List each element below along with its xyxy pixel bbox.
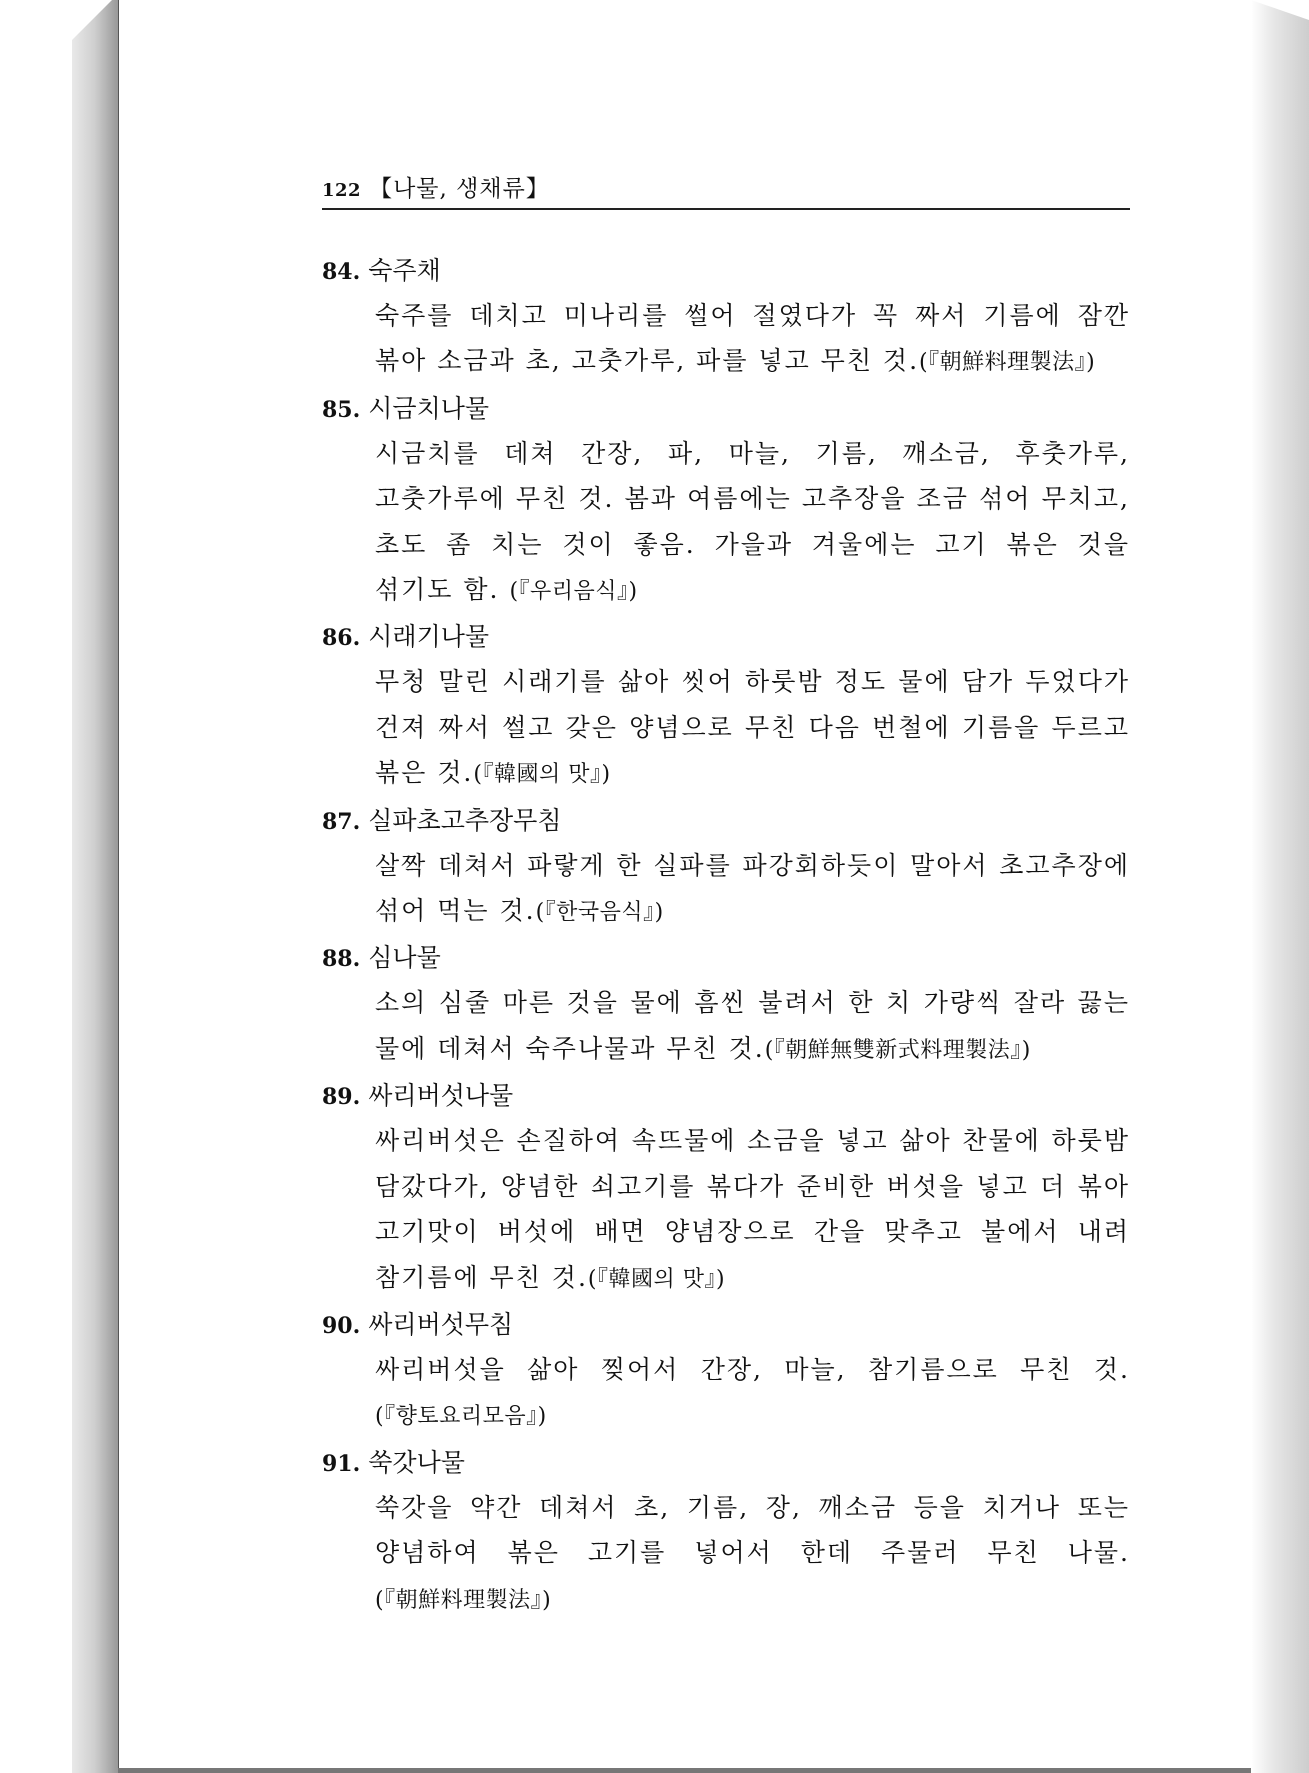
entry-text bbox=[322, 1118, 1130, 1302]
entry bbox=[322, 248, 1130, 386]
entry-source: (『朝鮮無雙新式料理製法』) bbox=[764, 1037, 1031, 1063]
entry-heading bbox=[322, 386, 1130, 431]
entry bbox=[322, 1302, 1130, 1440]
running-header bbox=[322, 170, 1130, 210]
section-title: 【나물, 생채류】 bbox=[369, 176, 550, 202]
entry-heading bbox=[322, 935, 1130, 980]
entry-title: 시래기나물 bbox=[368, 622, 490, 652]
entry-description: 무청 말린 시래기를 삶아 씻어 하룻밤 정도 물에 담가 두었다가 건져 짜서 썰고 갖은 양념으로 무친 다음 번철에 기름을 두르고 볶은 것. bbox=[375, 667, 1130, 788]
entry-heading bbox=[322, 798, 1130, 843]
entry-source: (『우리음식』) bbox=[509, 579, 638, 605]
page-edge-shadow-left bbox=[72, 0, 122, 1773]
entry-title: 실파초고추장무침 bbox=[368, 805, 562, 835]
entry-source: (『韓國의 맛』) bbox=[587, 1266, 726, 1292]
entry-text bbox=[322, 980, 1130, 1073]
entry-number: 89. bbox=[322, 1084, 361, 1111]
page-edge-shadow-right bbox=[1251, 0, 1309, 1773]
entry-description: 소의 심줄 마른 것을 물에 흠씬 불려서 한 치 가량씩 잘라 끓는 물에 데쳐서 숙주나물과 무친 것. bbox=[375, 988, 1130, 1063]
entry-description: 시금치를 데쳐 간장, 파, 마늘, 기름, 깨소금, 후춧가루, 고춧가루에 무친 것. 봄과 여름에는 고추장을 조금 섞어 무치고, 초도 좀 치는 것이 좋음. 가을과 겨울에는 고기 볶은 것을 섞기도 함. bbox=[375, 438, 1130, 605]
entry bbox=[322, 1073, 1130, 1302]
entry-number: 85. bbox=[322, 396, 361, 423]
entry-text bbox=[322, 843, 1130, 936]
entry-text bbox=[322, 1485, 1130, 1623]
entry-number: 86. bbox=[322, 625, 361, 652]
entry-list bbox=[322, 248, 1130, 1623]
entry-title: 쑥갓나물 bbox=[368, 1447, 465, 1477]
entry-number: 90. bbox=[322, 1312, 361, 1339]
entry-source: (『한국음식』) bbox=[535, 900, 664, 926]
entry-description: 숙주를 데치고 미나리를 썰어 절였다가 꼭 짜서 기름에 잠깐 볶아 소금과 초, 고춧가루, 파를 넣고 무친 것. bbox=[375, 301, 1130, 376]
entry-text bbox=[322, 1347, 1130, 1440]
entry-source: (『朝鮮料理製法』) bbox=[375, 1587, 552, 1613]
entry-heading bbox=[322, 1302, 1130, 1347]
page-corner-right bbox=[1251, 0, 1309, 20]
entry-text bbox=[322, 431, 1130, 615]
entry-source: (『韓國의 맛』) bbox=[473, 762, 611, 788]
entry-text bbox=[322, 293, 1130, 386]
entry-heading bbox=[322, 614, 1130, 659]
entry bbox=[322, 935, 1130, 1073]
entry-title: 심나물 bbox=[368, 943, 441, 973]
entry-heading bbox=[322, 1440, 1130, 1485]
entry-source: (『朝鮮料理製法』) bbox=[919, 350, 1096, 376]
entry-description: 싸리버섯을 삶아 찢어서 간장, 마늘, 참기름으로 무친 것. bbox=[375, 1354, 1130, 1384]
entry-description: 쑥갓을 약간 데쳐서 초, 기름, 장, 깨소금 등을 치거나 또는 양념하여 볶은 고기를 넣어서 한데 주물러 무친 나물. bbox=[375, 1492, 1130, 1568]
entry bbox=[322, 798, 1130, 936]
entry-heading bbox=[322, 248, 1130, 293]
entry bbox=[322, 614, 1130, 797]
page-bottom-edge bbox=[118, 1768, 1251, 1773]
entry-description: 살짝 데쳐서 파랗게 한 실파를 파강회하듯이 말아서 초고추장에 섞어 먹는 것. bbox=[375, 850, 1130, 926]
entry-title: 숙주채 bbox=[368, 256, 441, 285]
entry-title: 싸리버섯무침 bbox=[368, 1309, 514, 1339]
entry-number: 88. bbox=[322, 946, 361, 973]
entry-heading bbox=[322, 1073, 1130, 1118]
page-corner-left bbox=[72, 0, 112, 40]
entry-title: 시금치나물 bbox=[368, 393, 490, 423]
entry-source: (『향토요리모음』) bbox=[375, 1404, 547, 1430]
entry-description: 싸리버섯은 손질하여 속뜨물에 소금을 넣고 삶아 찬물에 하룻밤 담갔다가, 양념한 쇠고기를 볶다가 준비한 버섯을 넣고 더 볶아 고기맛이 버섯에 배면 양념장으로 간을 맞추고 불에서 내려 참기름에 무친 것. bbox=[375, 1126, 1130, 1292]
entry-number: 84. bbox=[322, 259, 361, 285]
entry-number: 87. bbox=[322, 808, 361, 835]
page-number: 122 bbox=[322, 180, 362, 201]
entry-title: 싸리버섯나물 bbox=[368, 1081, 514, 1111]
entry-text bbox=[322, 659, 1130, 797]
entry bbox=[322, 386, 1130, 615]
entry bbox=[322, 1440, 1130, 1623]
header-rule bbox=[322, 208, 1130, 210]
entry-number: 91. bbox=[322, 1450, 361, 1477]
